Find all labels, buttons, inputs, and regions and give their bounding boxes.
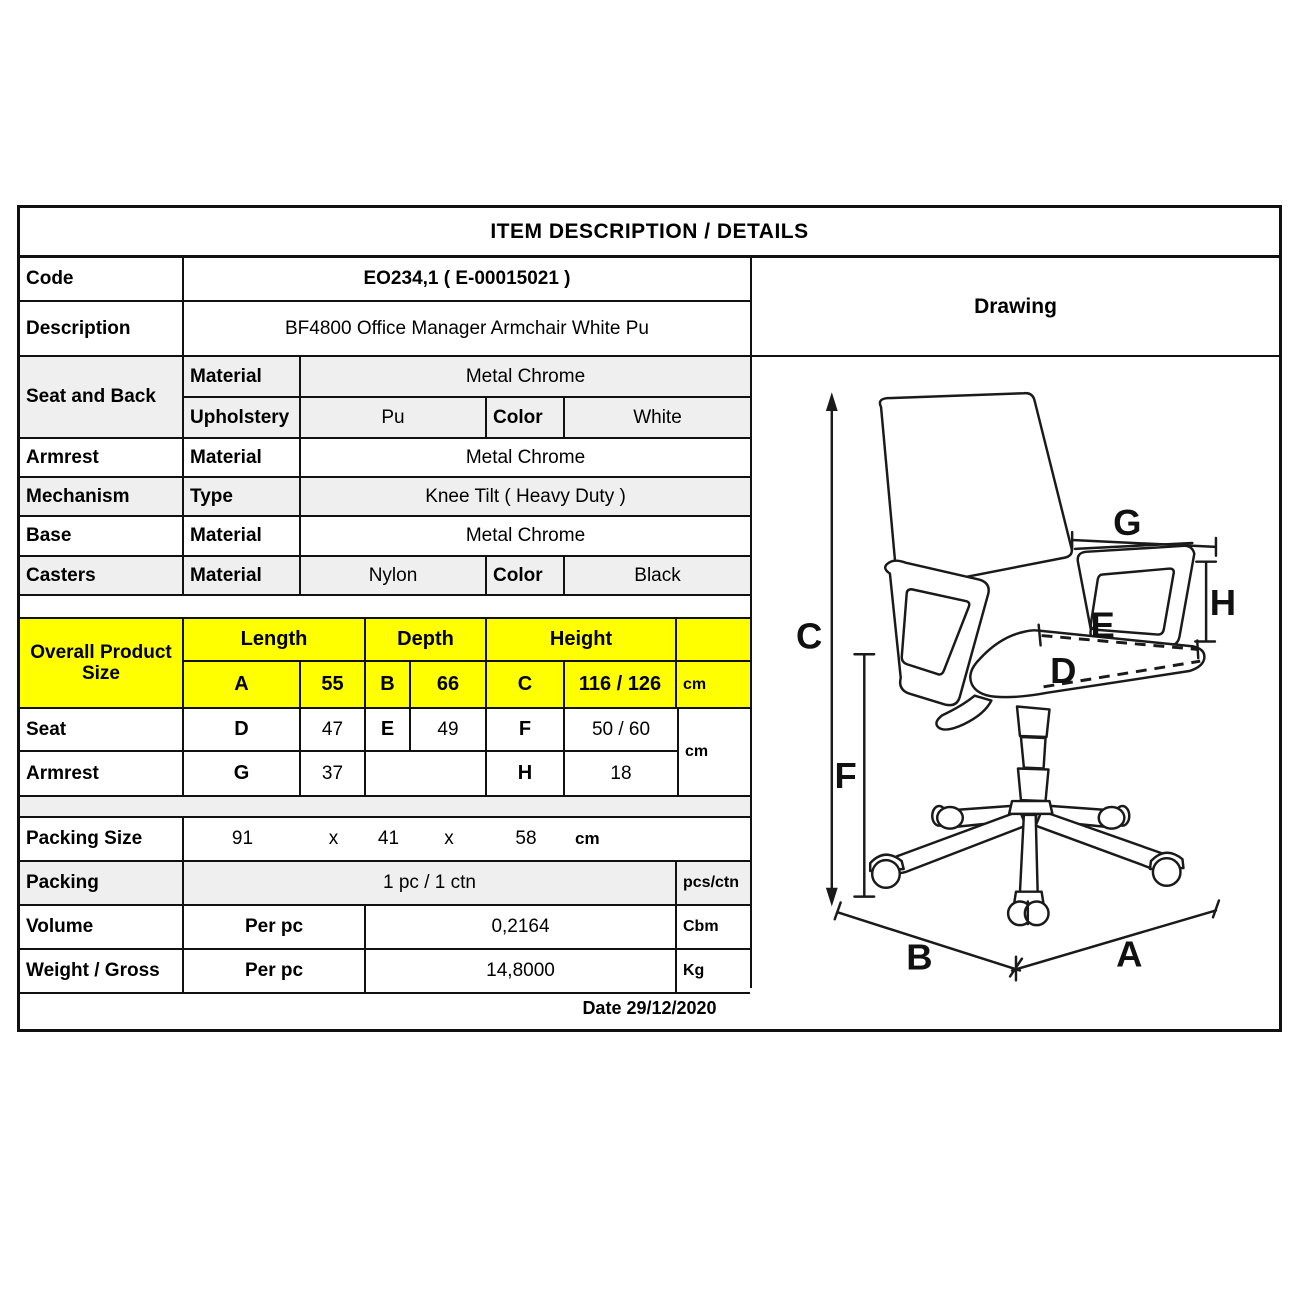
dim-e-letter: E [366,709,411,750]
packing-sep-1: x [328,828,339,849]
dim-label-a: A [1116,933,1143,975]
sheet-body [20,258,1279,988]
dim-label-f: F [834,755,857,797]
dim-e-value: 49 [411,709,487,750]
dim-b-value: 66 [411,662,487,707]
base-material-value: Metal Chrome [465,525,586,546]
description-row [20,302,750,357]
spacer-row-2 [20,797,750,818]
size-header-unit: cm [677,662,750,707]
packing-size-unit: cm [575,829,600,848]
dim-f-letter: F [487,709,565,750]
mechanism-type-label: Type [184,478,301,515]
packing-unit: pcs/ctn [683,874,740,891]
packing-row [20,862,750,906]
packing-value: 1 pc / 1 ctn [184,862,677,904]
volume-value: 0,2164 [366,906,677,948]
length-header: Length [184,619,366,660]
dim-line-f [854,654,874,896]
size-detail-unit: cm [677,709,750,795]
size-header-group [20,619,750,709]
casters-color-label: Color [487,557,565,594]
weight-per: Per pc [184,950,366,992]
seat-back-material-value: Metal Chrome [465,365,586,387]
seat-back-material-label: Material [184,357,301,396]
volume-label: Volume [20,906,184,948]
casters-color-value: Black [634,564,681,586]
armrest-size-label: Armrest [20,752,184,795]
dim-label-h: H [1209,581,1237,623]
packing-size-row [20,818,750,862]
base-hub [1009,801,1052,814]
spacer-row [20,596,750,619]
dim-g-letter: G [184,752,301,795]
weight-row [20,950,750,994]
dim-label-c: C [795,615,823,657]
mechanism-row [20,478,750,517]
description-label: Description [20,302,184,355]
dim-label-b: B [906,936,933,978]
dim-g-value: 37 [301,752,366,795]
gas-column [1017,706,1050,737]
dim-c-value: 116 / 126 [565,662,677,707]
casters-material-label: Material [184,557,301,594]
weight-unit: Kg [683,962,705,979]
date-value: Date 29/12/2020 [582,998,717,1018]
dim-d-letter: D [184,709,301,750]
upholstery-label: Upholstery [184,398,301,437]
size-header-unit-spacer [677,619,750,660]
casters-material-value: Nylon [301,557,487,594]
depth-header: Depth [366,619,487,660]
spec-sheet [17,205,1282,1032]
mechanism-type-value: Knee Tilt ( Heavy Duty ) [425,485,626,507]
armrest-label: Armrest [20,439,184,476]
seat-back-color-label: Color [487,398,565,437]
packing-size-label: Packing Size [20,818,184,860]
dim-h-value: 18 [610,762,632,784]
dim-label-g: G [1113,502,1142,544]
size-group-label: Overall Product Size [20,619,184,707]
sheet-title: ITEM DESCRIPTION / DETAILS [20,208,1279,258]
height-header: Height [487,619,677,660]
armrest-material-label: Material [184,439,301,476]
armrest-material-value: Metal Chrome [465,446,586,468]
weight-label: Weight / Gross [20,950,184,992]
size-detail-group [20,709,750,797]
dim-d-value: 47 [301,709,366,750]
code-label: Code [20,258,184,300]
volume-row [20,906,750,950]
spec-table [20,258,752,988]
chair-drawing [752,357,1279,988]
seat-size-label: Seat [20,709,184,750]
chair-backrest [880,393,1072,588]
upholstery-value: Pu [301,398,487,437]
dim-b-letter: B [366,662,411,707]
seat-back-group [20,357,750,439]
date-row [20,988,1279,1029]
mechanism-label: Mechanism [20,478,184,515]
packing-dim-2: 41 [377,828,400,849]
dim-f-value: 50 / 60 [591,718,651,740]
seat-back-label: Seat and Back [20,357,184,437]
seat-back-color-value: White [633,406,682,428]
dim-a-letter: A [184,662,301,707]
base-arm-front [1020,815,1038,893]
code-row [20,258,750,302]
volume-unit: Cbm [683,918,719,935]
casters-label: Casters [20,557,184,594]
dim-h-letter: H [487,752,565,795]
volume-per: Per pc [184,906,366,948]
dim-a-value: 55 [301,662,366,707]
drawing-title: Drawing [752,258,1279,357]
dim-c-letter: C [487,662,565,707]
base-row [20,517,750,557]
packing-sep-2: x [444,828,454,849]
armrest-size-empty [366,752,487,795]
base-material-label: Material [184,517,301,555]
chair-drawing-svg [752,357,1279,988]
description-value: BF4800 Office Manager Armchair White Pu [285,317,649,339]
casters-row [20,557,750,596]
code-value: EO234,1 ( E-00015021 ) [363,268,571,289]
drawing-column [752,258,1279,988]
weight-value: 14,8000 [366,950,677,992]
armrest-row [20,439,750,478]
packing-dim-1: 91 [231,828,254,849]
packing-dim-3: 58 [515,828,537,849]
base-label: Base [20,517,184,555]
packing-label: Packing [20,862,184,904]
dim-label-d: D [1050,649,1077,691]
dim-label-e: E [1090,604,1115,646]
